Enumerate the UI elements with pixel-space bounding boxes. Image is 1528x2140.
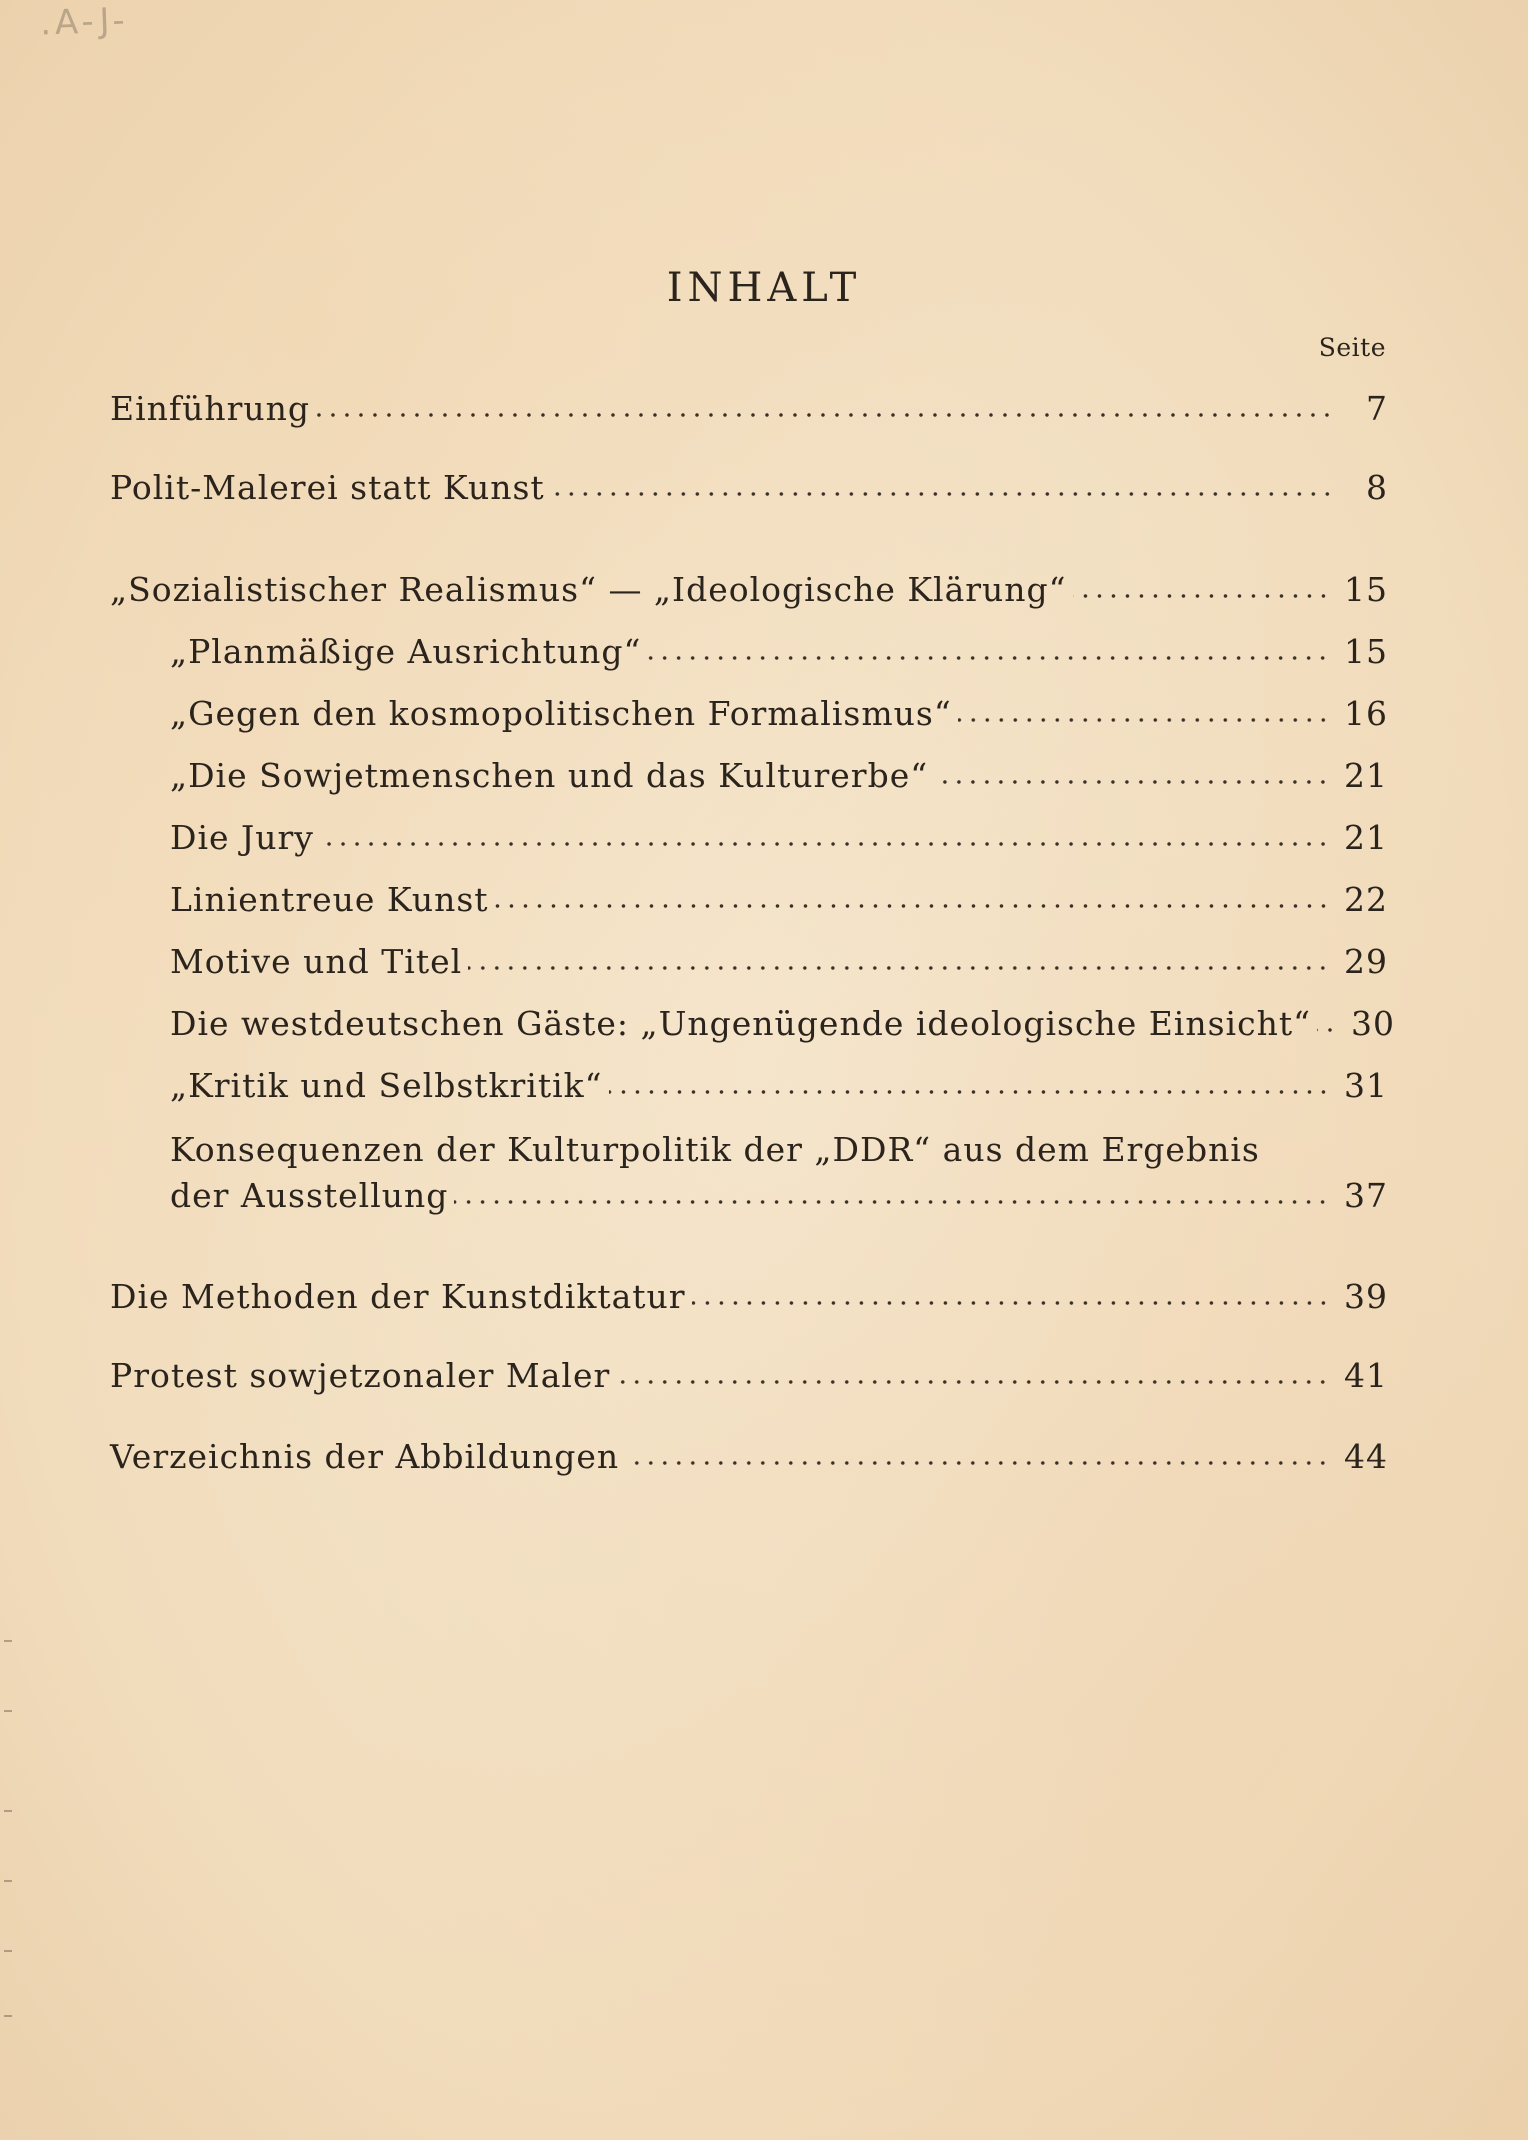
dot-leader [316,412,1334,418]
toc-entry-page: 31 [1344,1066,1388,1105]
toc-entry-page: 41 [1344,1356,1388,1395]
toc-entry [110,570,1388,609]
toc-entry-page: 44 [1344,1437,1388,1476]
toc-entry-page: 7 [1366,389,1388,428]
toc-entry-label: „Die Sowjetmenschen und das Kulturerbe“ [170,756,929,795]
toc-subentry [170,694,1388,733]
toc-entry-label: Die Jury [170,818,314,857]
toc-entry-label: Die westdeutschen Gäste: „Ungenügende ideologische Einsicht“ [170,1004,1311,1043]
toc-entry-label-line2: der Ausstellung [170,1176,449,1215]
dot-leader [1073,593,1330,599]
toc-entry-label: Polit-Malerei statt Kunst [110,468,545,507]
toc-entry-page: 15 [1344,632,1388,671]
dot-leader [468,965,1330,971]
dot-leader [647,655,1330,661]
dot-leader [454,1199,1330,1205]
dot-leader [609,1089,1330,1095]
dot-leader [495,903,1330,909]
dot-leader [625,1460,1330,1466]
toc-entry-page: 16 [1344,694,1388,733]
toc-subentry [170,632,1388,671]
toc-entry [110,468,1388,507]
toc-subentry [170,942,1388,981]
toc-subentry [170,880,1388,919]
toc-entry-label: Einführung [110,389,311,428]
toc-subentry [170,756,1388,795]
dot-leader [551,491,1334,497]
page-title: INHALT [666,264,862,311]
toc-entry-label: Motive und Titel [170,942,463,981]
toc-entry-label: Verzeichnis der Abbildungen [110,1437,620,1476]
toc-entry-page: 37 [1344,1176,1388,1215]
toc-entry-label: Protest sowjetzonaler Maler [110,1356,611,1395]
toc-entry-page: 8 [1366,468,1388,507]
dot-leader [1317,1027,1337,1033]
toc-entry-page: 21 [1344,756,1388,795]
toc-entry-page: 29 [1344,942,1388,981]
dot-leader [616,1379,1330,1385]
toc-entry-page: 30 [1350,1004,1395,1043]
toc-entry-label: „Planmäßige Ausrichtung“ [170,632,642,671]
toc-entry-page: 22 [1344,880,1388,919]
toc-entry-label-line1: Konsequenzen der Kulturpolitik der „DDR“ aus dem Ergebnis [170,1130,1260,1169]
toc-entry-page: 39 [1344,1277,1388,1316]
dot-leader [958,717,1330,723]
toc-subentry [170,818,1388,857]
toc-entry-label: „Gegen den kosmopolitischen Formalismus“ [170,694,952,733]
toc-entry-label: „Kritik und Selbstkritik“ [170,1066,603,1105]
toc-subentry [170,1066,1388,1105]
toc-entry [110,389,1388,428]
toc-entry [110,1437,1388,1476]
toc-entry-label: Linientreue Kunst [170,880,489,919]
toc-entry-label: „Sozialistischer Realismus“ — „Ideologische Klärung“ [110,570,1067,609]
dot-leader [692,1300,1330,1306]
dot-leader [320,841,1330,847]
toc-entry [110,1356,1388,1395]
page-edge-marks [0,1620,18,2040]
toc-entry [110,1277,1388,1316]
pencil-annotation: .A-J- [39,0,130,44]
toc-entry-page: 21 [1344,818,1388,857]
toc-subentry-multiline [170,1130,1388,1215]
toc-entry-label: Die Methoden der Kunstdiktatur [110,1277,686,1316]
toc-entry-line2 [170,1176,1388,1215]
dot-leader [934,779,1330,785]
toc-subentry [170,1004,1395,1043]
page-column-header: Seite [1318,333,1386,362]
toc-entry-page: 15 [1344,570,1388,609]
